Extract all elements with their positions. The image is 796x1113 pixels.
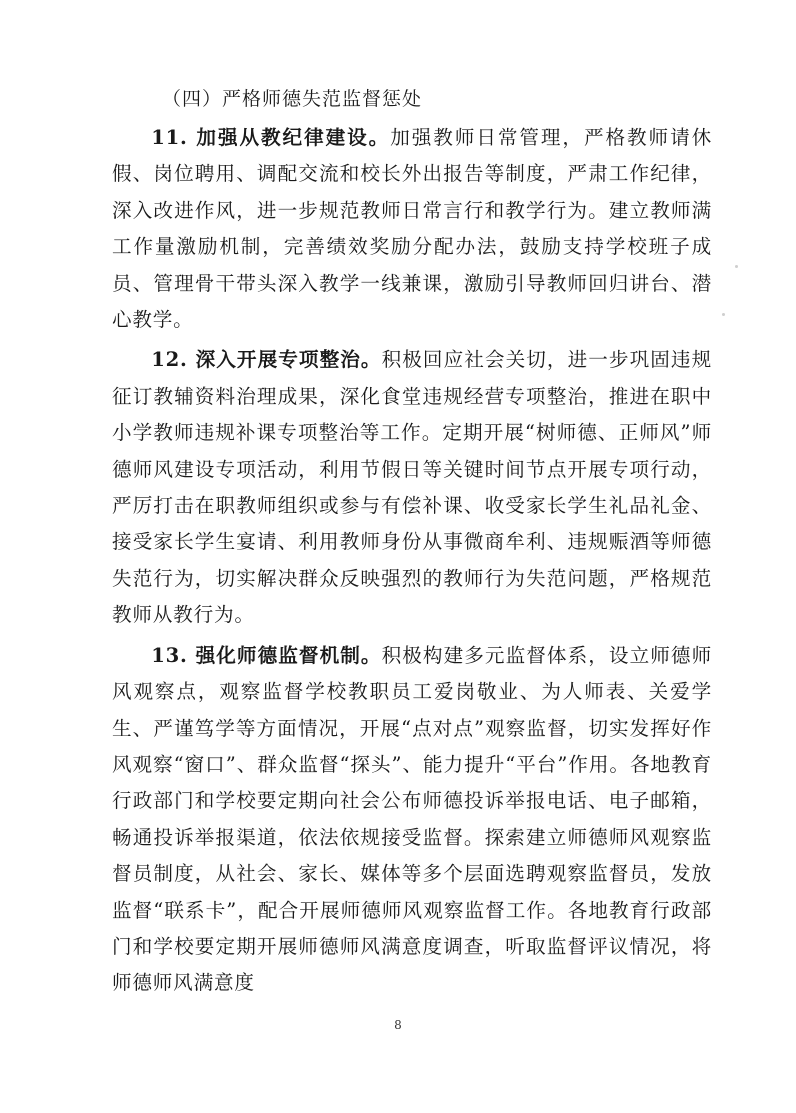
paragraph-12-lead: 12. 深入开展专项整治。 bbox=[151, 348, 382, 372]
scan-speck bbox=[735, 265, 738, 268]
paragraph-12 bbox=[112, 342, 712, 633]
document-body bbox=[112, 78, 712, 1002]
section-heading: （四）严格师德失范监督惩处 bbox=[162, 88, 423, 110]
paragraph-12-body: 积极回应社会关切，进一步巩固违规征订教辅资料治理成果，深化食堂违规经营专项整治，推进在职中小学教师违规补课专项整治等工作。定期开展“树师德、正师风”师德师风建设专项活动，利用节假日等关键时间节点开展专项行动，严厉打击在职教师组织或参与有偿补课、收受家长学生礼品礼金、接受家长学生宴请、利用教师身份从事微商牟利、违规赈酒等师德失范行为，切实解决群众反映强烈的教师行为失范问题，严格规范教师从教行为。 bbox=[112, 348, 712, 627]
paragraph-11 bbox=[112, 120, 712, 338]
paragraph-11-body: 加强教师日常管理，严格教师请休假、岗位聘用、调配交流和校长外出报告等制度，严肃工作纪律，深入改进作风，进一步规范教师日常言行和教学行为。建立教师满工作量激励机制，完善绩效奖励分配办法，鼓励支持学校班子成员、管理骨干带头深入教学一线兼课，激励引导教师回归讲台、潜心教学。 bbox=[112, 126, 713, 332]
page-number: 8 bbox=[394, 1018, 402, 1032]
paragraph-13-lead: 13. 强化师德监督机制。 bbox=[151, 643, 382, 667]
paragraph-13-body: 积极构建多元监督体系，设立师德师风观察点，观察监督学校教职员工爱岗敬业、为人师表、关爱学生、严谨笃学等方面情况，开展“点对点”观察监督，切实发挥好作风观察“窗口”、群众监督“探头”、能力提升“平台”作用。各地教育行政部门和学校要定期向社会公布师德投诉举报电话、电子邮箱，畅通投诉举报渠道，依法依规接受监督。探索建立师德师风观察监督员制度，从社会、家长、媒体等多个层面选聘观察监督员，发放监督“联系卡”，配合开展师德师风观察监督工作。各地教育行政部门和学校要定期开展师德师风满意度调查，听取监督评议情况，将师德师风满意度 bbox=[112, 643, 712, 995]
paragraph-11-lead: 11. 加强从教纪律建设。 bbox=[151, 126, 391, 149]
scan-speck bbox=[722, 313, 725, 316]
paragraph-13 bbox=[112, 638, 712, 1002]
